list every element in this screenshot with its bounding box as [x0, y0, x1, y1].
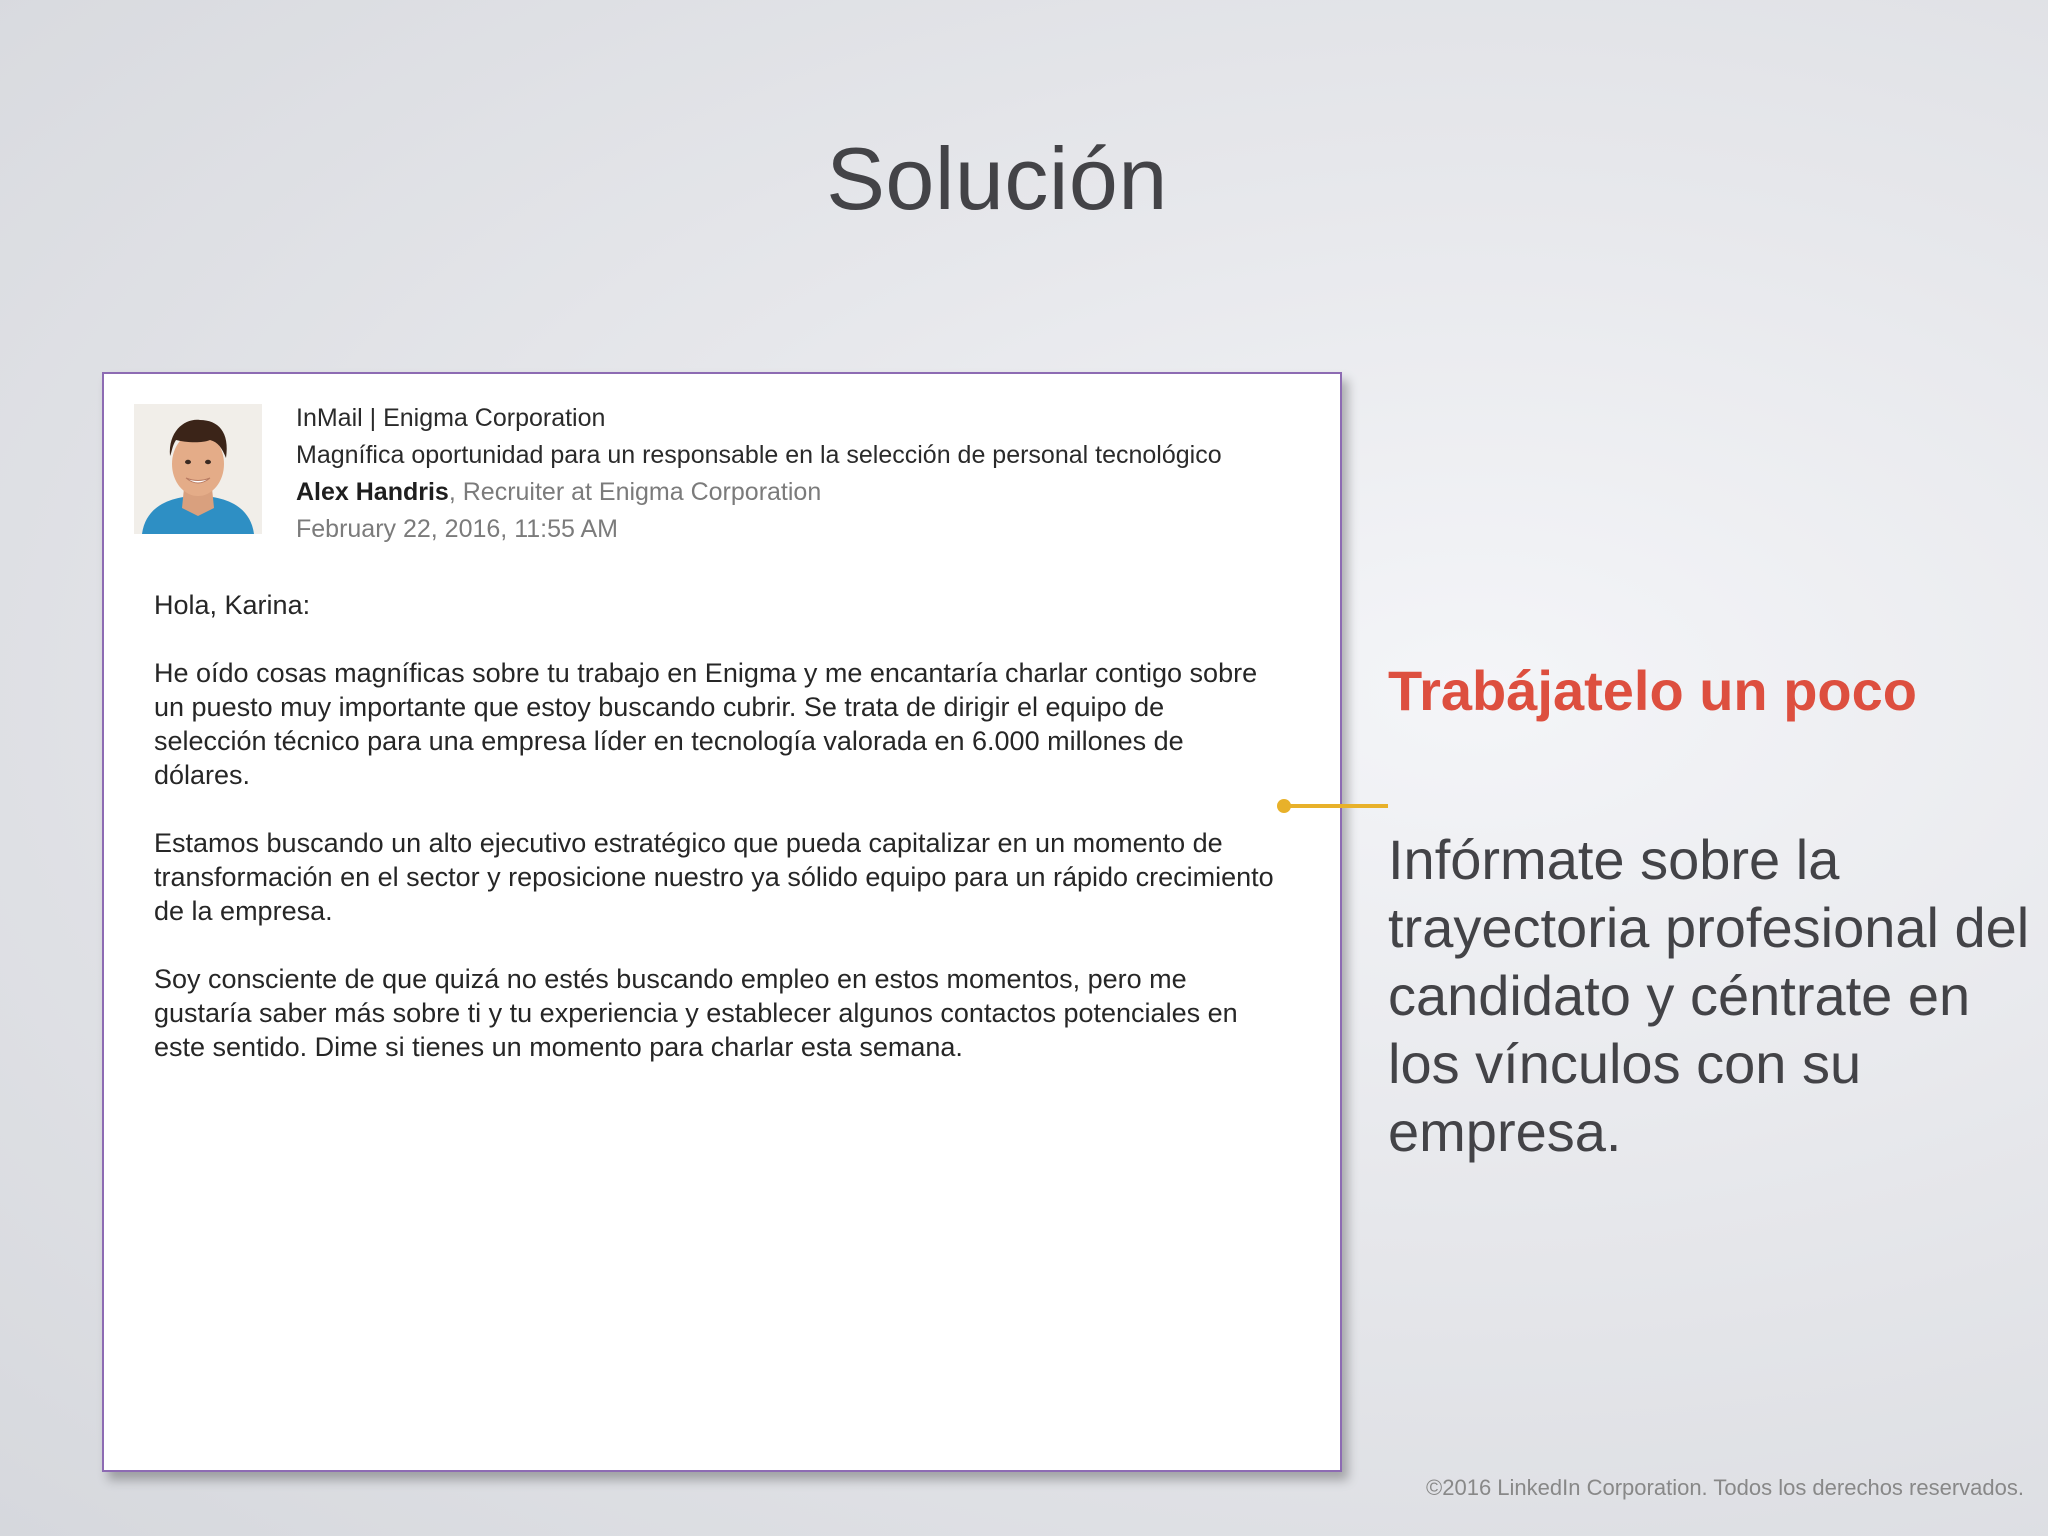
inmail-message-card — [102, 372, 1342, 1472]
message-subject[interactable]: Magnífica oportunidad para un responsable en la selección de personal tecnológico — [296, 441, 1222, 469]
sender-role: , Recruiter at Enigma Corporation — [448, 478, 822, 506]
message-date: February 22, 2016, 11:55 AM — [296, 515, 618, 543]
message-body — [154, 588, 1284, 1098]
message-header — [296, 400, 1316, 548]
sender-name[interactable]: Alex Handris — [296, 478, 449, 506]
callout-text: Infórmate sobre la trayectoria profesional del candidato y céntrate en los vínculos con su empresa. — [1388, 828, 2030, 1163]
copyright-footer: ©2016 LinkedIn Corporation. Todos los derechos reservados. — [1426, 1475, 2024, 1500]
message-paragraph: He oído cosas magníficas sobre tu trabajo en Enigma y me encantaría charlar contigo sobre un puesto muy importante que estoy buscando cubrir. Se trata de dirigir el equipo de selección técnico para una empresa líder en tecnología valorada en 6.000 millones de dólares. — [154, 658, 1258, 790]
message-paragraph: Estamos buscando un alto ejecutivo estratégico que pueda capitalizar en un momento de transformación en el sector y reposicione nuestro ya sólido equipo para un rápido crecimiento de la empresa. — [154, 828, 1274, 926]
message-channel: InMail | Enigma Corporation — [296, 404, 606, 432]
avatar[interactable] — [134, 404, 262, 534]
sender-line — [296, 474, 1316, 511]
callout-connector-icon — [1276, 798, 1388, 814]
slide-title: Solución — [826, 129, 1168, 228]
message-paragraph: Soy consciente de que quizá no estés buscando empleo en estos momentos, pero me gustaría saber más sobre ti y tu experiencia y establecer algunos contactos potenciales en este sentido. Dime si tienes un momento para charlar esta semana. — [154, 964, 1238, 1062]
message-greeting: Hola, Karina: — [154, 590, 311, 620]
callout-heading: Trabájatelo un poco — [1388, 659, 1917, 722]
profile-photo-icon — [134, 404, 262, 534]
